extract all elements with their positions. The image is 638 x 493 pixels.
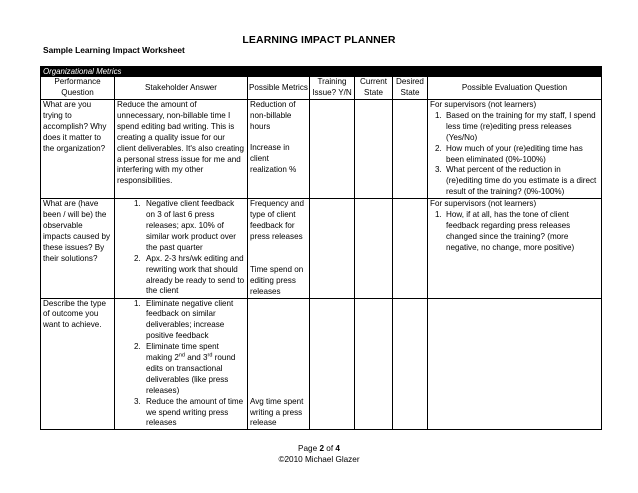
desired-state-cell	[393, 100, 428, 199]
metric-item: Frequency and type of client feedback for press releases	[250, 199, 304, 241]
eval-intro: For supervisors (not learners)	[430, 199, 537, 209]
list-item: 3. Reduce the amount of time we spend writing press releases	[143, 397, 245, 430]
table-row	[41, 199, 602, 298]
impact-planner-table	[40, 66, 602, 430]
table-row	[41, 298, 602, 430]
section-header-row	[41, 67, 602, 77]
list-item: 1. Based on the training for my staff, I spend less time (re)editing press releases (Yes/No)	[444, 111, 599, 144]
page-number	[0, 444, 638, 453]
metric-item: Increase in client realization %	[250, 142, 297, 174]
performance-question-cell: Describe the type of outcome you want to achieve.	[41, 298, 115, 430]
eval-question-list	[430, 210, 599, 254]
current-state-cell	[355, 100, 393, 199]
answer-text-part: round edits on transactional deliverables (like press releases)	[146, 353, 236, 395]
col-header-current-state: Current State	[355, 77, 393, 100]
desired-state-cell	[393, 199, 428, 298]
page-current: 2	[319, 444, 324, 453]
col-header-stakeholder-answer: Stakeholder Answer	[115, 77, 248, 100]
eval-intro: For supervisors (not learners)	[430, 100, 537, 109]
col-header-training-issue: Training Issue? Y/N	[310, 77, 355, 100]
evaluation-question-cell	[428, 298, 602, 430]
list-item: 1. Eliminate negative client feedback on similar deliverables; increase positive feedback	[143, 299, 245, 343]
list-item: 3. What percent of the reduction in (re)editing time do you estimate is a direct result of the training? (0%-100%)	[444, 165, 599, 198]
training-issue-cell	[310, 199, 355, 298]
page-prefix: Page	[298, 444, 320, 453]
ordinal-suffix: nd	[178, 352, 185, 359]
list-item: 1. Negative client feedback on 3 of last 6 press releases; apx. 10% of similar work product over the past quarter	[143, 199, 245, 254]
page-of: of	[324, 444, 336, 453]
section-label: Organizational Metrics	[41, 67, 602, 77]
stakeholder-answer-cell: Reduce the amount of unnecessary, non-billable time I spend editing bad writing. This is creating a quality issue for our client deliverables. It's also creating a personal stress issue for me and interfering with my other responsibilities.	[115, 100, 248, 199]
metric-item: Avg time spent writing a press release	[250, 396, 304, 428]
stakeholder-answer-cell	[115, 199, 248, 298]
performance-question-cell: What are you trying to accomplish? Why does it matter to the organization?	[41, 100, 115, 199]
metric-item: Reduction of non-billable hours	[250, 100, 296, 131]
evaluation-question-cell	[428, 199, 602, 298]
col-header-possible-metrics: Possible Metrics	[248, 77, 310, 100]
table-row	[41, 100, 602, 199]
copyright-notice: ©2010 Michael Glazer	[278, 455, 360, 464]
possible-metrics-cell	[248, 199, 310, 298]
possible-metrics-cell	[248, 100, 310, 199]
desired-state-cell	[393, 298, 428, 430]
list-item: 1. How, if at all, has the tone of client feedback regarding press releases changed since the training? (more negative, no change, more positive)	[444, 210, 599, 254]
answer-list	[117, 199, 245, 297]
metric-item: Time spend on editing press releases	[250, 264, 304, 296]
current-state-cell	[355, 199, 393, 298]
answer-text-part: Eliminate time spent making 2	[146, 342, 219, 363]
list-item: 2. How much of your (re)editing time has been eliminated (0%-100%)	[444, 144, 599, 166]
performance-question-cell: What are (have been / will be) the observable impacts caused by these issues? By their solutions?	[41, 199, 115, 298]
document-title: LEARNING IMPACT PLANNER	[242, 34, 396, 46]
col-header-performance-question: Performance Question	[41, 77, 115, 100]
possible-metrics-cell	[248, 298, 310, 430]
training-issue-cell	[310, 100, 355, 199]
list-item: 2. Apx. 2-3 hrs/wk editing and rewriting work that should already be ready to send to the client	[143, 254, 245, 298]
page-total: 4	[335, 444, 340, 453]
answer-text-part: and 3	[184, 353, 208, 363]
column-header-row	[41, 77, 602, 100]
current-state-cell	[355, 298, 393, 430]
training-issue-cell	[310, 298, 355, 430]
answer-list	[117, 299, 245, 430]
col-header-desired-state: Desired State	[393, 77, 428, 100]
stakeholder-answer-cell	[115, 298, 248, 430]
ordinal-suffix: rd	[207, 352, 213, 359]
evaluation-question-cell	[428, 100, 602, 199]
col-header-evaluation-question: Possible Evaluation Question	[428, 77, 602, 100]
eval-question-list	[430, 111, 599, 198]
worksheet-subtitle: Sample Learning Impact Worksheet	[43, 45, 185, 55]
list-item	[143, 342, 245, 397]
